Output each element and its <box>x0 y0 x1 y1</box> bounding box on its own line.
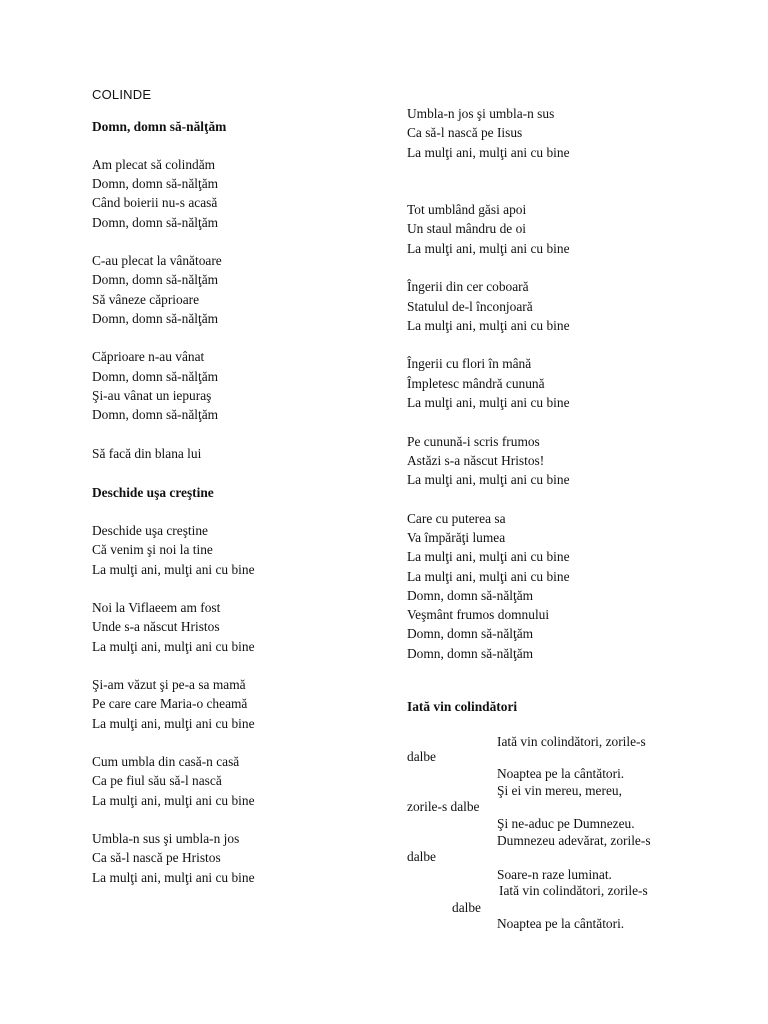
verse-line: Astăzi s-a născut Hristos! <box>407 453 545 468</box>
verse-line: La mulţi ani, mulţi ani cu bine <box>92 793 255 808</box>
verse-line: Şi ei vin mereu, mereu, <box>497 783 622 798</box>
verse-line: Unde s-a născut Hristos <box>92 619 220 634</box>
section-heading: Iată vin colindători <box>407 699 518 714</box>
verse-line: Domn, domn să-nălţăm <box>407 626 534 641</box>
verse-line: Veşmânt frumos domnului <box>407 607 550 622</box>
verse-line: dalbe <box>407 749 436 764</box>
verse-line: Statulul de-l înconjoară <box>407 299 533 314</box>
section-heading: Domn, domn să-nălţăm <box>92 119 227 134</box>
verse-line: Umbla-n sus şi umbla-n jos <box>92 831 240 846</box>
verse-line: Domn, domn să-nălţăm <box>92 407 219 422</box>
verse-line: Noaptea pe la cântători. <box>497 916 625 931</box>
verse-line: Noi la Viflaeem am fost <box>92 600 221 615</box>
verse-line: Domn, domn să-nălţăm <box>407 646 534 661</box>
left-column <box>92 0 392 1024</box>
verse-line: Domn, domn să-nălţăm <box>92 369 219 384</box>
verse-line: La mulţi ani, mulţi ani cu bine <box>92 716 255 731</box>
verse-line: Soare-n raze luminat. <box>497 867 612 882</box>
verse-line: Că venim şi noi la tine <box>92 542 213 557</box>
verse-line: Pe cunună-i scris frumos <box>407 434 540 449</box>
verse-line: Domn, domn să-nălţăm <box>92 272 219 287</box>
verse-line: Ca să-l nască pe Iisus <box>407 125 523 140</box>
verse-line: La mulţi ani, mulţi ani cu bine <box>92 639 255 654</box>
verse-line: Deschide uşa creştine <box>92 523 209 538</box>
verse-line: La mulţi ani, mulţi ani cu bine <box>407 145 570 160</box>
verse-line: dalbe <box>452 900 481 915</box>
verse-line: Dumnezeu adevărat, zorile-s <box>497 833 651 848</box>
verse-line: La mulţi ani, mulţi ani cu bine <box>92 870 255 885</box>
verse-line: Iată vin colindători, zorile-s <box>499 883 648 898</box>
verse-line: Noaptea pe la cântători. <box>497 766 625 781</box>
verse-line: La mulţi ani, mulţi ani cu bine <box>407 472 570 487</box>
verse-line: Când boierii nu-s acasă <box>92 195 218 210</box>
verse-line: Cum umbla din casă-n casă <box>92 754 240 769</box>
verse-line: Domn, domn să-nălţăm <box>92 311 219 326</box>
verse-line: C-au plecat la vânătoare <box>92 253 222 268</box>
section-heading: Deschide uşa creştine <box>92 485 214 500</box>
verse-line: dalbe <box>407 849 436 864</box>
verse-line: Iată vin colindători, zorile-s <box>497 734 646 749</box>
verse-line: Ca pe fiul său să-l nască <box>92 773 222 788</box>
verse-line: Domn, domn să-nălţăm <box>92 176 219 191</box>
verse-line: Căprioare n-au vânat <box>92 349 205 364</box>
verse-line: La mulţi ani, mulţi ani cu bine <box>407 318 570 333</box>
verse-line: Pe care care Maria-o cheamă <box>92 696 248 711</box>
verse-line: Care cu puterea sa <box>407 511 506 526</box>
verse-line: La mulţi ani, mulţi ani cu bine <box>407 569 570 584</box>
verse-line: Am plecat să colindăm <box>92 157 216 172</box>
verse-line: Şi-am văzut şi pe-a sa mamă <box>92 677 246 692</box>
verse-line: Să facă din blana lui <box>92 446 202 461</box>
verse-line: Îngerii din cer coboară <box>407 279 529 294</box>
verse-line: La mulţi ani, mulţi ani cu bine <box>407 395 570 410</box>
verse-line: Îngerii cu flori în mână <box>407 356 532 371</box>
verse-line: Şi ne-aduc pe Dumnezeu. <box>497 816 635 831</box>
verse-line: zorile-s dalbe <box>407 799 480 814</box>
verse-line: Să vâneze căprioare <box>92 292 200 307</box>
verse-line: La mulţi ani, mulţi ani cu bine <box>92 562 255 577</box>
verse-line: Un staul mândru de oi <box>407 221 527 236</box>
verse-line: Umbla-n jos şi umbla-n sus <box>407 106 555 121</box>
verse-line: La mulţi ani, mulţi ani cu bine <box>407 549 570 564</box>
verse-line: Domn, domn să-nălţăm <box>92 215 219 230</box>
verse-line: Va împărăţi lumea <box>407 530 506 545</box>
document-title: COLINDE <box>92 87 152 102</box>
right-column <box>407 0 707 1024</box>
verse-line: Tot umblând găsi apoi <box>407 202 527 217</box>
verse-line: La mulţi ani, mulţi ani cu bine <box>407 241 570 256</box>
verse-line: Şi-au vânat un iepuraş <box>92 388 212 403</box>
verse-line: Domn, domn să-nălţăm <box>407 588 534 603</box>
verse-line: Ca să-l nască pe Hristos <box>92 850 221 865</box>
verse-line: Împletesc mândră cunună <box>407 376 545 391</box>
